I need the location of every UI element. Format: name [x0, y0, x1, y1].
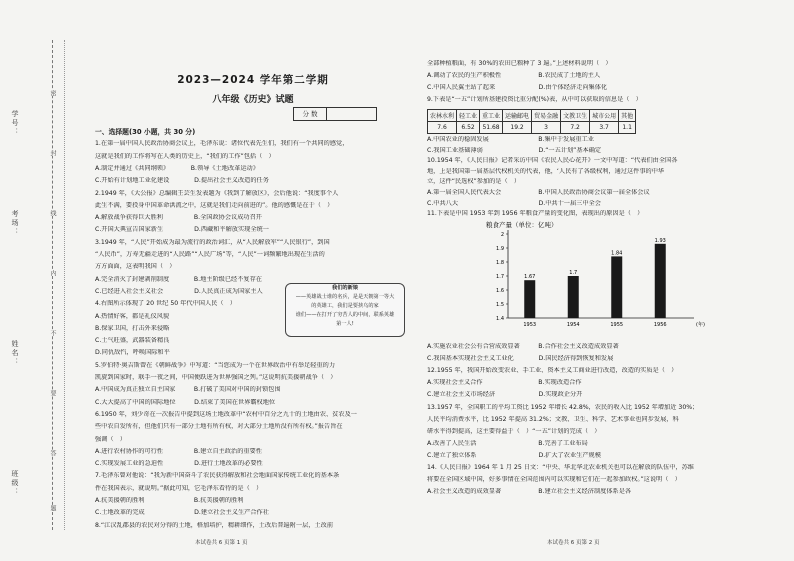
- score-box: [293, 107, 377, 121]
- table-header-cell: 重工业: [480, 110, 503, 122]
- question-line: 将要在全国区域中国，好多事情在全国范围内可以实现和它们在一起参加政权。”这说明（ ）: [427, 476, 681, 484]
- question-line: 1.在第一届中国人民政治协商会议上，毛泽东说：诸位代表先生们，我们有一个共同的感觉，: [95, 140, 349, 148]
- binding-dashed-line: [52, 40, 53, 530]
- table-value-cell: 3: [532, 122, 561, 134]
- left-column: [95, 0, 411, 561]
- y-tick-label: 1.5: [496, 302, 504, 308]
- table-header-cell: 其他: [619, 110, 636, 122]
- bar: [568, 276, 579, 318]
- question-line: 些中农自发所有，但他们只有一部分土地有所有权，对大部分土地所没有所有权。”报告旨在: [95, 423, 343, 431]
- bar-value-label: 1.67: [524, 274, 536, 281]
- exam-subtitle: 八年级《历史》试题: [212, 95, 294, 105]
- table-value-cell: 51.68: [480, 122, 503, 134]
- investment-table: [427, 109, 636, 134]
- question-line: A.完全消灭了封建剥削制度 B.地主阶级已经不复存在: [95, 275, 262, 283]
- question-line: 3.1949 年，“人民”开始成为最为流行的政治词汇，从“人民解放军”“人民银行”，到国: [95, 238, 330, 246]
- bar: [611, 256, 622, 318]
- question-line: 此生不满，要投身中国革命洪流之中，这就是我们走向前进的”。他的感慨是在于（ ）: [95, 201, 334, 209]
- question-line: C.已经进入社会主义社会 D.人民真正成为国家主人: [95, 287, 263, 295]
- illustration-line: 我们的新娘: [332, 285, 358, 291]
- question-line: A.中国成为真正独立自主国家 B.打破了美国对中国的封锁包围: [95, 386, 281, 394]
- exam-room-field-label: 考场：: [11, 210, 19, 237]
- table-value-cell: 3.7: [590, 122, 619, 134]
- table-header-cell: 农林水利: [428, 110, 457, 122]
- question-line: 一、选择题(30 小题，共 30 分): [95, 128, 196, 136]
- question-line: C.我国基本实现社会主义工业化 D.国民经济得到恢复和发展: [427, 355, 614, 363]
- exam-title: 2023—2024 学年第二学期: [177, 74, 329, 86]
- question-line: C.建立了独立体系 D.扩大了农业生产规模: [427, 451, 601, 459]
- right-column: [427, 0, 782, 561]
- question-line: C.开国大典宣告国家新生 D.西藏和平解放实现全统一: [95, 226, 269, 234]
- x-unit-label: (年): [696, 322, 705, 328]
- page-footer-left: 本试卷共 6 页第 1 页: [195, 540, 248, 546]
- question-line: 12.1955 年，我国开始改变农业、手工业、资本主义工商业进行改造，改造的实质是（ ）: [427, 367, 678, 375]
- question-line: A.实现社会主义合作 B.实现改造合作: [427, 379, 582, 387]
- question-line: 强调（ ）: [95, 435, 126, 443]
- x-tick-label: 1956: [653, 322, 667, 328]
- question-line: C.中共八大 D.中共十一届三中全会: [427, 199, 601, 207]
- question-line: 4.右图所示体现了 20 世纪 50 年代中国人民（ ）: [95, 300, 236, 308]
- illustration-line: 谁们——在打开了穷苦人的中间，联系英雄: [295, 312, 395, 318]
- question-line: 件在我国表示，就说明。”据此可知，它毛泽东看待的是（ ）: [95, 484, 263, 492]
- question-line: 地，上是我国第一届基层代权机关的代表，他，‘人民有了各级权利，通过这件事的中华: [427, 167, 665, 175]
- question-line: 这就是我们的工作将写在人类的历史上，“我们的工作”包括（ ）: [95, 152, 275, 160]
- question-line: A.第一届全国人民代表大会 B.中国人民政治协商会议第一届全体会议: [427, 189, 650, 196]
- question-line: A.调动了农民的生产积极性 B.农民成了土地的主人: [427, 72, 601, 79]
- x-tick-label: 1954: [566, 322, 580, 328]
- illustration-line: ——英雄战士谁的名兵，是是天朝第一等大: [295, 294, 395, 300]
- table-value-cell: 1.1: [619, 122, 636, 134]
- question-line: B.保家卫国，打击外来侵略: [95, 324, 170, 332]
- question-line: 10.1954 年，《人民日报》记者采访中国《农民人民心花开》一文中写道：“代表们由全国各: [427, 157, 678, 165]
- cut-mark: 答: [49, 450, 56, 456]
- question-line: 7.毛泽东曾对他说：“我为新中国奋斗了农民获得解放和社会地面国家传统工业化的基本条: [95, 472, 340, 480]
- chart-title: 粮食产量（单位：亿吨）: [486, 221, 558, 229]
- question-line: 6.1950 年，刘少奇在一次报告中提到这场土地改革中“农村中百分之九十的土地由农、贫农及一: [95, 410, 357, 418]
- y-tick-label: 1.8: [496, 260, 504, 266]
- question-line: C.土地改革的完成 D.建立社会主义生产合作社: [95, 509, 269, 517]
- y-tick-label: 1.6: [496, 288, 504, 294]
- question-line: 研水平得到提高，这主要得益于（ ）“一五”计划的完成（ ）: [427, 427, 601, 435]
- illustration-line: 的英雄工，我们是要挟乌的家: [311, 303, 379, 309]
- table-header-cell: 运输邮电: [503, 110, 532, 122]
- table-value-cell: 6.52: [457, 122, 480, 134]
- table-header-cell: 贸易金融: [532, 110, 561, 122]
- cut-mark: 题: [49, 505, 56, 511]
- question-line: C.土气旺盛，武器装备精良: [95, 337, 170, 345]
- y-tick-label: 1.7: [496, 274, 504, 280]
- cut-mark: 内: [49, 270, 56, 276]
- y-tick-label: 1.9: [496, 246, 504, 252]
- y-tick-label: 2: [500, 232, 504, 238]
- y-tick-label: 1.4: [496, 316, 504, 322]
- page-footer-right: 本试卷共 6 页第 2 页: [547, 540, 600, 546]
- table-header-cell: 文教卫生: [561, 110, 590, 122]
- x-tick-label: 1955: [610, 322, 624, 328]
- name-field-label: 姓名：: [11, 340, 19, 367]
- question-line: C.我国工业基础薄弱 D.“一五计划”基本确定: [427, 146, 602, 154]
- question-line: 凯旋到国家时，联手一夜之间，中国便跃进为世界强国之列。”这说明抗美援朝战争（ ）: [95, 374, 337, 381]
- question-line: 11.下表是中国 1953 年到 1956 年粮食产量的变化图，表现出的原因是（ ）: [427, 210, 644, 218]
- question-line: A.社会主义改造的成效显著 B.建立社会主义经济制度体系是各: [427, 488, 632, 496]
- bar: [655, 244, 666, 318]
- illustration-line: 第一人!: [336, 321, 354, 327]
- question-line: A.改善了人民生活 B.完善了工业布局: [427, 439, 588, 447]
- question-line: A.制定并通过《共同纲领》 B.领导《土地改革运动》: [95, 164, 259, 172]
- bar-value-label: 1.93: [654, 237, 666, 244]
- question-line: 13.1957 年，全国职工的平均工资比 1952 年增长 42.8%，农民的收入比 1952 年增加近 30%；: [427, 403, 699, 411]
- score-label: 分 数: [294, 108, 327, 120]
- cut-mark: 要: [49, 390, 56, 396]
- table-value-cell: 19.2: [503, 122, 532, 134]
- question-line: 方方面面，这表明我国（ ）: [95, 263, 176, 271]
- question-line: 8.“江汉乱郡县的农民对分得的土地，格加培护，精耕细作，土改后普遍附一层，土改前: [95, 521, 334, 529]
- table-value-cell: 7.6: [428, 122, 457, 134]
- binding-margin: [0, 0, 88, 561]
- bar-value-label: 1.84: [611, 250, 623, 257]
- question-line: 5.罗伯特·奥吉斯曾在《朝鲜战争》中写道：“当您成为一个在世界政治中有举足轻重的力: [95, 361, 336, 369]
- question-line: A.解放战争获得巨大胜利 B.全国政协会议成功召开: [95, 214, 262, 222]
- question-line: 立，这件“民选权”参加的是（ ）: [427, 178, 521, 186]
- question-line: A.实施农业社会公有合营成效显著 B.合作社会主义改造成效显著: [427, 343, 619, 350]
- question-line: 全部种植粮面，有 30%的农田已粮种了 3 遍。”上述材料说明（ ）: [427, 60, 612, 67]
- student-id-field-label: 学号：: [11, 110, 19, 137]
- cut-mark: 不: [49, 330, 56, 336]
- question-line: C.中国人民翼主站了起来 D.由个体经济走向集体化: [427, 84, 608, 91]
- grain-output-chart: [482, 218, 742, 336]
- binding-dotted-line: [64, 40, 65, 530]
- question-line: C.建立社会主义市场经济 D.实现政企分开: [427, 391, 583, 399]
- x-tick-label: 1953: [523, 322, 537, 328]
- question-line: A.热情好客，都是礼仪风貌: [95, 312, 170, 320]
- cut-mark: 线: [49, 210, 56, 216]
- question-line: 14.《人民日报》1964 年 1 月 25 日文：“中央、华北华北农业机关也可以在解放的队伍中，苏维: [427, 464, 694, 471]
- question-line: 人民平均消费水平，比 1952 年提高 31.2%；文教、卫生、科学、艺术事业也同步发展，科: [427, 415, 679, 423]
- question-line: C.大大提高了中国的国际地位 D.结束了美国在世界霸权地位: [95, 398, 276, 406]
- question-line: C.实现发展工业的急迫性 D.进行土地改革的必要性: [95, 460, 263, 468]
- question-line: A.抗美援朝的胜利 B.抗美援朝的胜利: [95, 497, 244, 504]
- question-line: 2.1949 年，《大公报》总编辑王芸生发表题为《我到了解放区》，会后他说：“我度事个人: [95, 189, 339, 197]
- question-line: “人民币”，万寿无疆走进的“人民路”“人民广场”等，“人民”一词频繁地出现在生活的: [95, 251, 325, 258]
- bar-value-label: 1.7: [569, 270, 578, 276]
- cut-mark: 密: [49, 90, 56, 96]
- cut-mark: 封: [49, 150, 56, 156]
- table-header-cell: 城市公用: [590, 110, 619, 122]
- table-header-cell: 轻工业: [457, 110, 480, 122]
- score-blank[interactable]: [327, 108, 376, 120]
- question-line: D.同仇敌忾，呼唤国际和平: [95, 349, 170, 357]
- question-line: C.开始有计划地工业化建设 D.提出社会主义改造的任务: [95, 177, 269, 185]
- question-line: A.中国农业的稳固发展 B.集中于发展重工业: [427, 136, 594, 143]
- question-line: 9.下表是“一五”计划所基建投资比重分配(%)表，从中可以获取的信息是（ ）: [427, 96, 642, 103]
- class-field-label: 班级：: [11, 470, 19, 497]
- illustration-box: [285, 283, 405, 337]
- question-line: A.进行农村协作的可行性 B.建立自主政治的重要性: [95, 447, 262, 455]
- bar: [524, 280, 535, 318]
- table-value-cell: 7.2: [561, 122, 590, 134]
